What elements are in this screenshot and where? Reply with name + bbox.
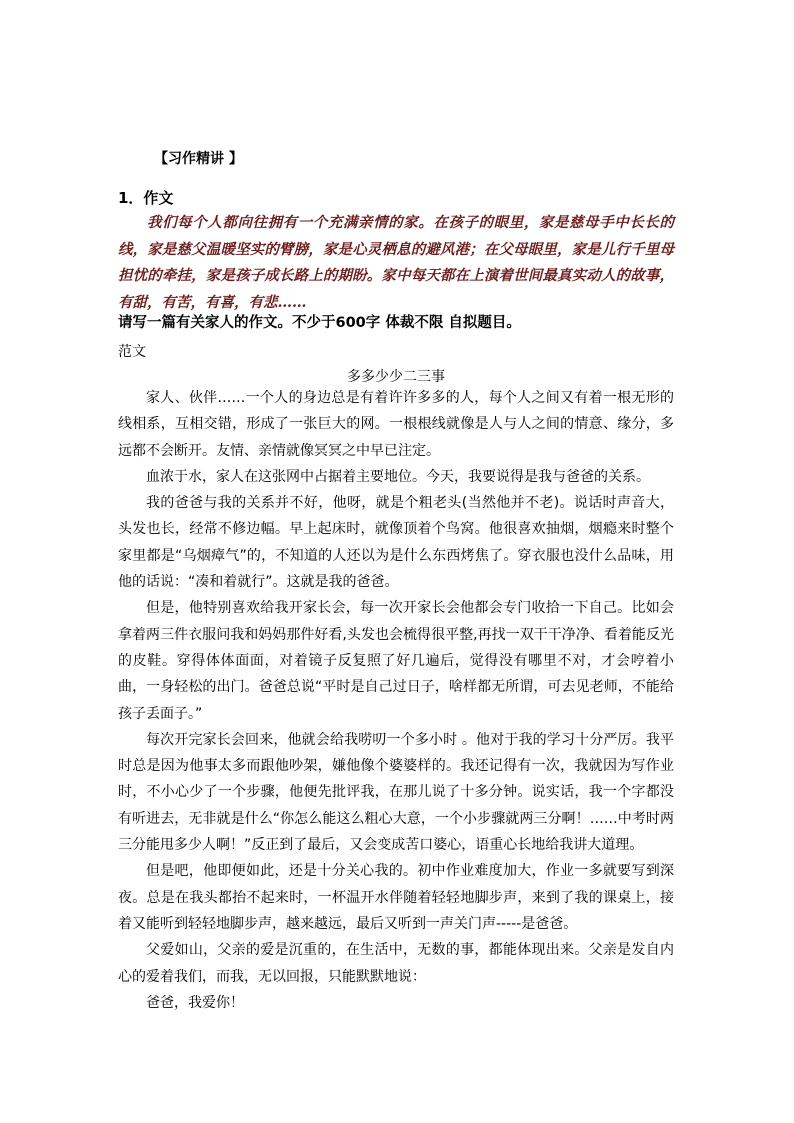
essay-paragraph: 父爱如山，父亲的爱是沉重的，在生活中，无数的事，都能体现出来。父亲是发自内心的爱着我们，而我，无以回报，只能默默地说： xyxy=(118,942,674,985)
essay-paragraph: 但是吧，他即便如此，还是十分关心我的。初中作业难度加大，作业一多就要写到深夜。总是在我头都抬不起来时，一杯温开水伴随着轻轻地脚步声，来到了我的课桌上，接着又能听到轻轻地脚步声，越来越远，最后又听到一声关门声-----是爸爸。 xyxy=(118,863,674,932)
essay-paragraph: 每次开完家长会回来，他就会给我唠叨一个多小时 。他对于我的学习十分严厉。我平时总是因为他事太多而跟他吵架，嫌他像个婆婆样的。我还记得有一次，我就因为写作业时，不小心少了一个步骤，他便先批评我，在那儿说了十多分钟。说实话，我一个字都没有听进去，无非就是什么“你怎么能这么粗心大意，一个小步骤就两三分啊！……中考时两三分能甩多少人啊！”反正到了最后，又会变成苦口婆心，语重心长地给我讲大道理。 xyxy=(118,731,674,854)
essay-paragraph: 家人、伙伴……一个人的身边总是有着许许多多的人，每个人之间又有着一根无形的线相系，互相交错，形成了一张巨大的网。一根根线就像是人与人之间的情意、缘分，多远都不会断开。友情、亲情就像冥冥之中早已注定。 xyxy=(118,390,674,459)
essay-paragraph: 爸爸，我爱你！ xyxy=(146,994,244,1011)
essay-title: 多多少少二三事 xyxy=(347,369,445,385)
section-heading: 【习作精讲 】 xyxy=(154,151,243,167)
prompt-intro: 我们每个人都向往拥有一个充满亲情的家。在孩子的眼里，家是慈母手中长长的线，家是慈父温暖坚实的臂膀，家是心灵栖息的避风港；在父母眼里，家是儿行千里母担忧的牵挂，家是孩子成长路上的期盼。家中每天都在上演着世间最真实动人的故事，有甜，有苦，有喜，有悲…… xyxy=(118,214,674,311)
essay-paragraph: 但是，他特别喜欢给我开家长会，每一次开家长会他都会专门收拾一下自己。比如会拿着两三件衣服问我和妈妈那件好看,头发也会梳得很平整,再找一双干干净净、看着能反光的皮鞋。穿得体体面面，对着镜子反复照了好几遍后，觉得没有哪里不对，才会哼着小曲，一身轻松的出门。爸爸总说“平时是自己过日子，啥样都无所谓，可去见老师，不能给孩子丢面子。” xyxy=(118,600,674,722)
essay-paragraph: 我的爸爸与我的关系并不好，他呀，就是个粗老头(当然他并不老)。说话时声音大，头发也长，经常不修边幅。早上起床时，就像顶着个鸟窝。他很喜欢抽烟，烟瘾来时整个家里都是“乌烟瘴气”的，不知道的人还以为是什么东西烤焦了。穿衣服也没什么品味，用他的话说：“凑和着就行”。这就是我的爸爸。 xyxy=(118,495,674,591)
sample-essay-label: 范文 xyxy=(118,344,146,360)
essay-body xyxy=(118,385,674,1016)
essay-requirement: 请写一篇有关家人的作文。不少于600字 体裁不限 自拟题目。 xyxy=(118,315,521,331)
item-heading: 1．作文 xyxy=(118,189,174,207)
essay-paragraph: 血浓于水，家人在这张网中占据着主要地位。今天，我要说得是我与爸爸的关系。 xyxy=(146,468,650,485)
